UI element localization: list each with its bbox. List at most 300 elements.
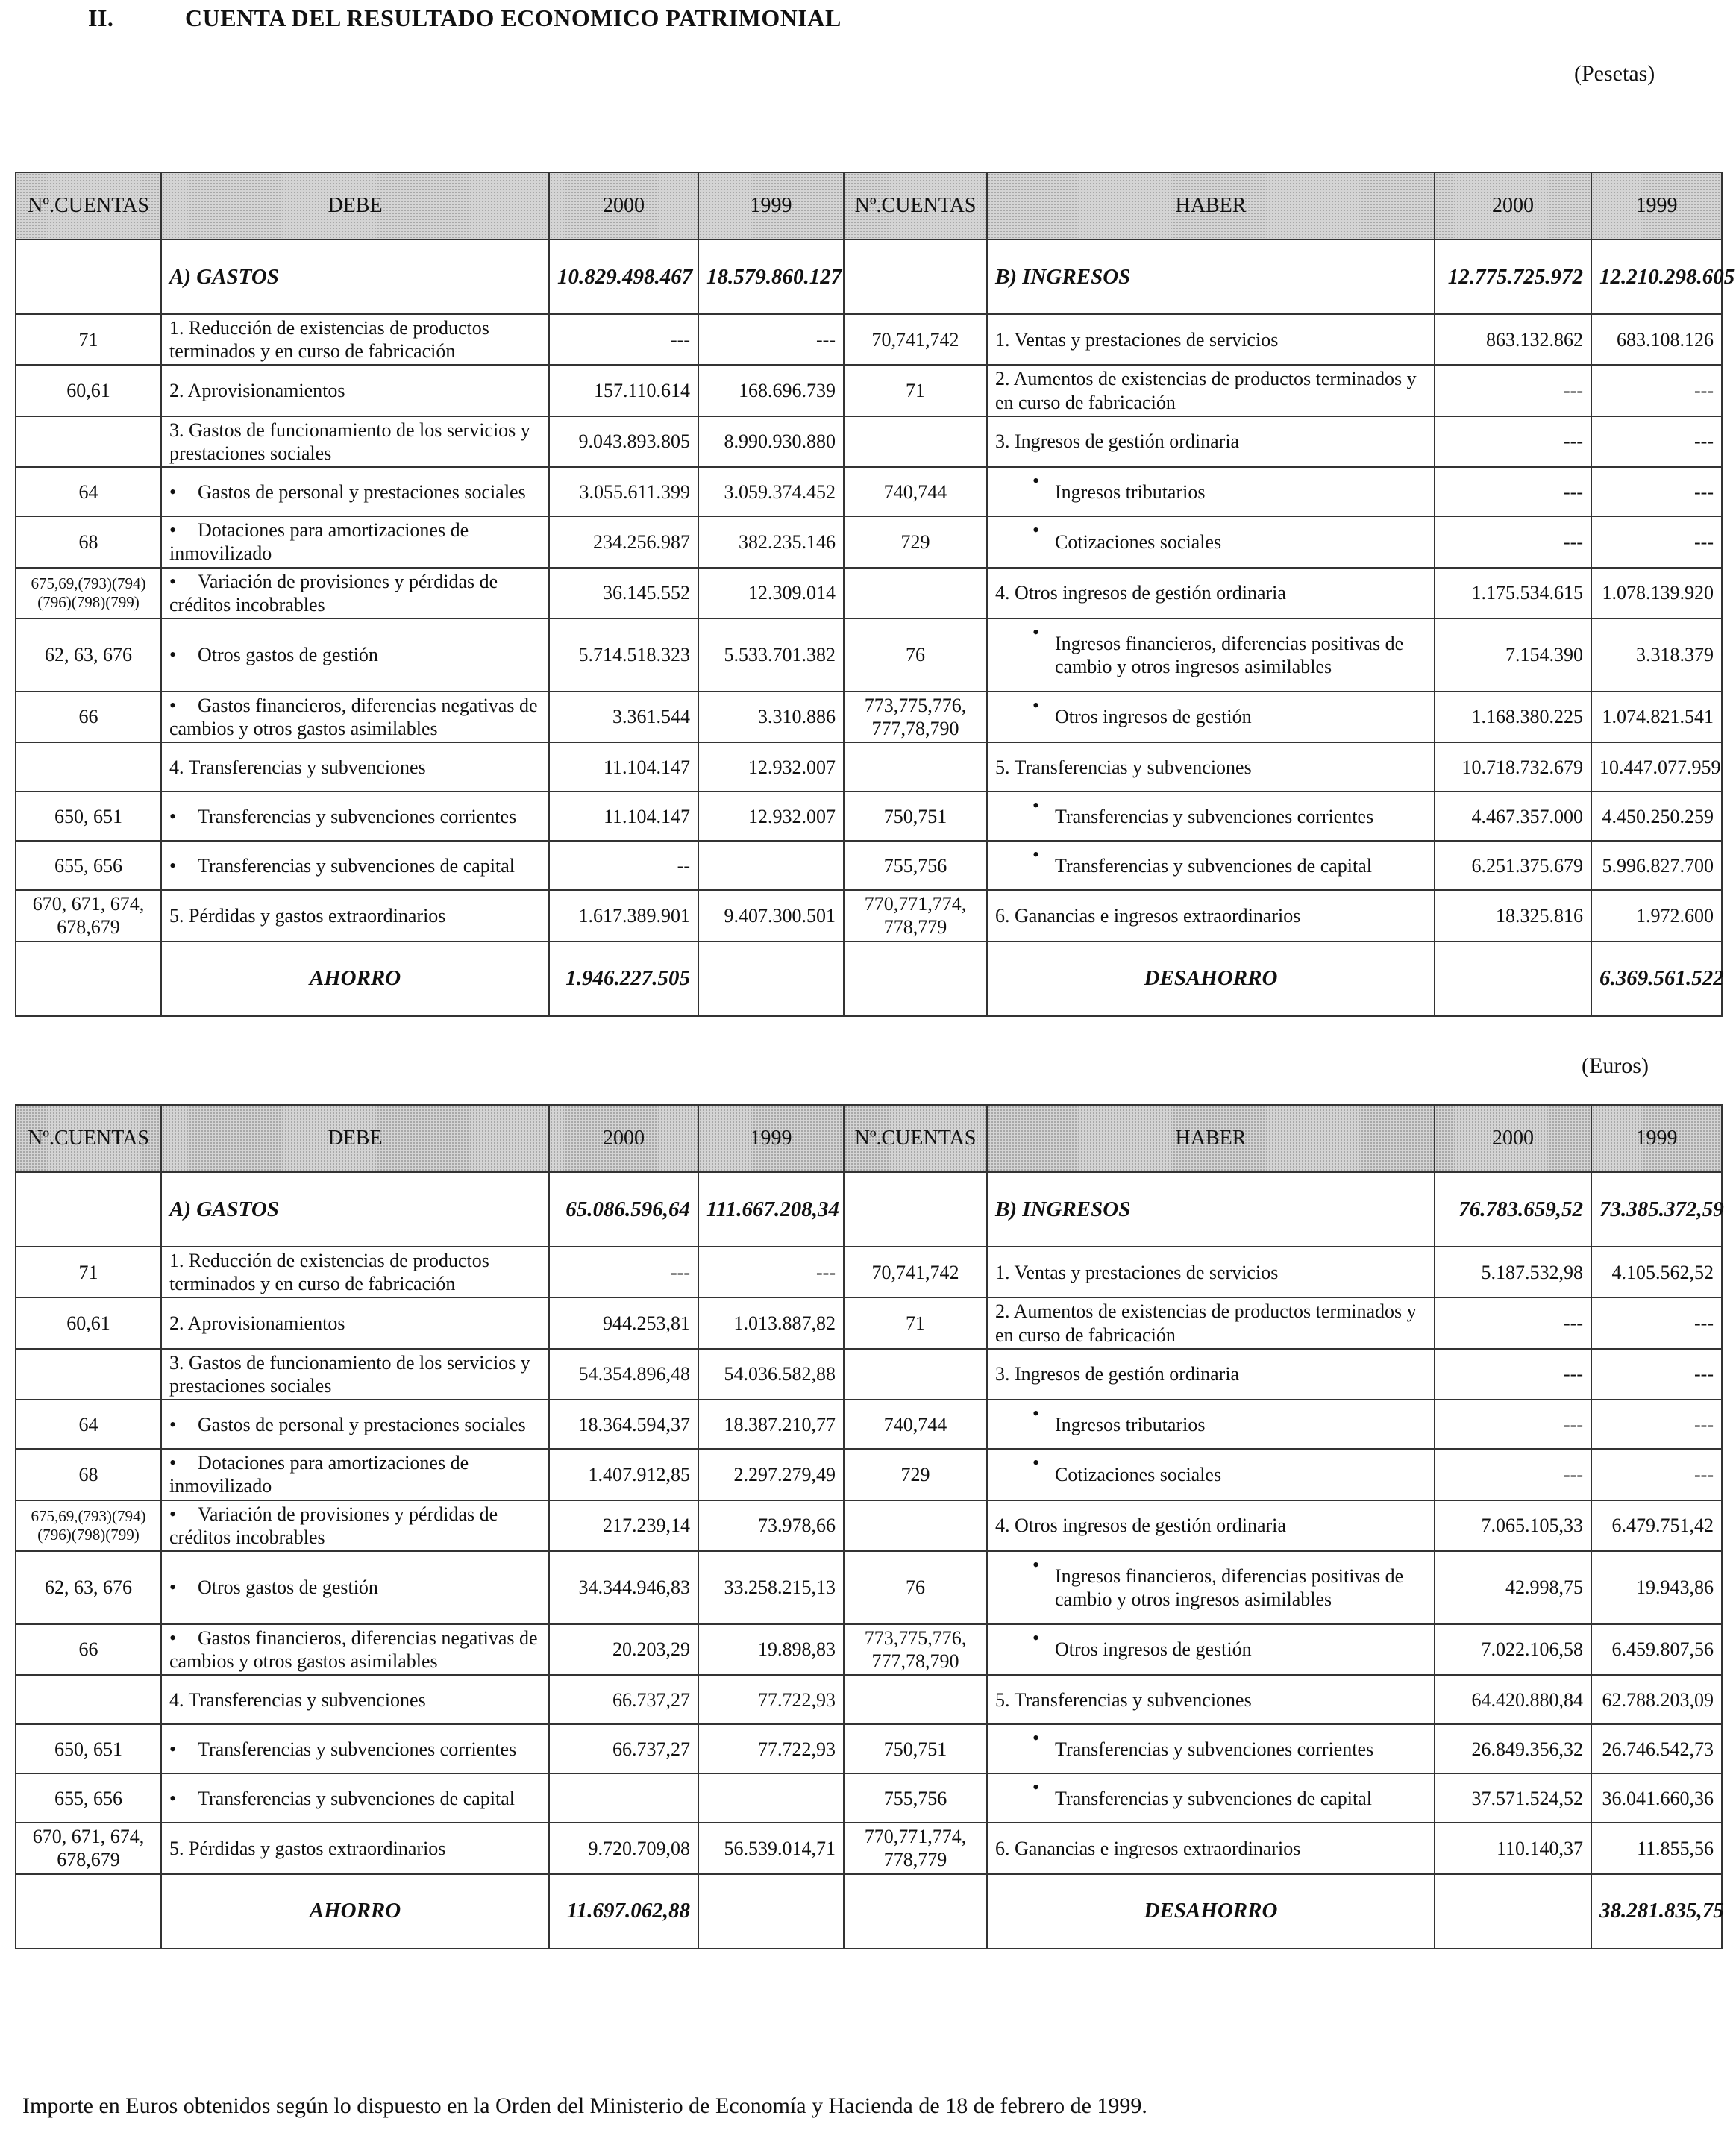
desahorro-2000: [1435, 1874, 1591, 1949]
item-label: Otros gastos de gestión: [198, 644, 378, 666]
account-cell: [844, 1349, 987, 1400]
ahorro-label: AHORRO: [161, 942, 549, 1016]
account-cell: 770,771,774, 778,779: [844, 890, 987, 941]
value-2000: 9.720.709,08: [549, 1823, 698, 1873]
account-cell: 64: [16, 467, 161, 516]
gastos-2000: 10.829.498.467: [549, 239, 698, 314]
value-2000: 3.361.544: [549, 692, 698, 742]
bullet-icon: •: [1032, 1452, 1040, 1474]
account-cell: [16, 416, 161, 467]
debe-concept: [161, 516, 549, 567]
haber-concept: [987, 742, 1435, 792]
desahorro-label: DESAHORRO: [987, 942, 1435, 1016]
debe-concept: [161, 314, 549, 365]
account-cell: 68: [16, 1449, 161, 1500]
value-2000: 11.104.147: [549, 742, 698, 792]
value-2000: 66.737,27: [549, 1675, 698, 1724]
footnote: Importe en Euros obtenidos según lo dispuesto en la Orden del Ministerio de Economía y Hacienda de 18 de febrero de 1999.: [22, 2093, 1147, 2118]
value-1999: 6.479.751,42: [1591, 1500, 1722, 1551]
account-cell: 71: [16, 314, 161, 365]
value-1999: 9.407.300.501: [698, 890, 844, 941]
account-cell: [16, 742, 161, 792]
value-2000: 42.998,75: [1435, 1551, 1591, 1624]
table-row: [16, 1624, 1722, 1675]
item-label: Ganancias e ingresos extraordinarios: [1015, 1837, 1301, 1859]
value-1999: 26.746.542,73: [1591, 1724, 1722, 1773]
gastos-1999: 18.579.860.127: [698, 239, 844, 314]
value-2000: ---: [549, 314, 698, 365]
item-label: Ingresos de gestión ordinaria: [1015, 430, 1240, 453]
table-row: [16, 1500, 1722, 1551]
value-1999: ---: [1591, 1449, 1722, 1500]
haber-concept: [987, 516, 1435, 567]
value-1999: 6.459.807,56: [1591, 1624, 1722, 1675]
value-1999: 36.041.660,36: [1591, 1773, 1722, 1823]
debe-concept: [161, 1247, 549, 1297]
item-label: Transferencias y subvenciones: [1014, 1688, 1252, 1711]
ahorro-2000: 11.697.062,88: [549, 1874, 698, 1949]
totals-row: [16, 1172, 1722, 1247]
value-2000: 7.065.105,33: [1435, 1500, 1591, 1551]
empty-cell: [16, 1172, 161, 1247]
item-number: 1.: [169, 1250, 184, 1271]
value-1999: 3.059.374.452: [698, 467, 844, 516]
account-cell: 773,775,776, 777,78,790: [844, 692, 987, 742]
haber-concept: [987, 618, 1435, 692]
debe-concept: [161, 1449, 549, 1500]
item-label: Gastos de funcionamiento de los servicios y prestaciones sociales: [169, 1351, 530, 1397]
debe-concept: [161, 1724, 549, 1773]
accounts-header-2: Nº.CUENTAS: [844, 1105, 987, 1172]
account-cell: 750,751: [844, 792, 987, 841]
table-row: [16, 314, 1722, 365]
ingresos-1999: 12.210.298.605: [1591, 239, 1722, 314]
value-2000: 863.132.862: [1435, 314, 1591, 365]
value-1999: ---: [1591, 1349, 1722, 1400]
item-label: Ventas y prestaciones de servicios: [1014, 328, 1279, 351]
item-number: 4.: [995, 582, 1010, 604]
item-number: 3.: [995, 1363, 1010, 1385]
account-cell: 755,756: [844, 1773, 987, 1823]
haber-concept: [987, 1823, 1435, 1873]
page-title: [88, 4, 842, 32]
value-2000: [549, 1773, 698, 1823]
account-cell: 71: [844, 1297, 987, 1348]
desahorro-label: DESAHORRO: [987, 1874, 1435, 1949]
value-2000: 944.253,81: [549, 1297, 698, 1348]
debe-concept: [161, 1400, 549, 1449]
account-cell: [844, 568, 987, 618]
item-number: 3.: [169, 1351, 184, 1374]
account-cell: [16, 1675, 161, 1724]
table-row: [16, 841, 1722, 890]
account-cell: 750,751: [844, 1724, 987, 1773]
table-row: [16, 1724, 1722, 1773]
item-label: Aumentos de existencias de productos terminados y en curso de fabricación: [995, 1300, 1417, 1346]
table-row: [16, 618, 1722, 692]
bullet-icon: •: [1032, 1553, 1040, 1576]
value-1999: 56.539.014,71: [698, 1823, 844, 1873]
account-cell: 675,69,(793)(794) (796)(798)(799): [16, 1500, 161, 1551]
item-label: Cotizaciones sociales: [1055, 1463, 1222, 1485]
value-2000: 7.154.390: [1435, 618, 1591, 692]
item-label: Transferencias y subvenciones corrientes: [1055, 805, 1374, 827]
ingresos-2000: 12.775.725.972: [1435, 239, 1591, 314]
value-1999: 4.450.250.259: [1591, 792, 1722, 841]
item-label: Otros ingresos de gestión: [1055, 706, 1252, 728]
year-1999-header: 1999: [698, 172, 844, 239]
haber-header: HABER: [987, 1105, 1435, 1172]
bullet-icon: •: [1032, 1776, 1040, 1799]
item-label: Transferencias y subvenciones de capital: [198, 1787, 516, 1809]
account-cell: 60,61: [16, 365, 161, 416]
account-cell: 66: [16, 692, 161, 742]
value-2000: 66.737,27: [549, 1724, 698, 1773]
value-2000: 217.239,14: [549, 1500, 698, 1551]
value-1999: ---: [1591, 467, 1722, 516]
account-cell: 740,744: [844, 1400, 987, 1449]
bullet-icon: •: [1032, 694, 1040, 716]
item-label: Gastos financieros, diferencias negativas de cambios y otros gastos asimilables: [169, 1626, 538, 1673]
value-2000: 157.110.614: [549, 365, 698, 416]
item-number: 1.: [995, 328, 1010, 351]
ingresos-2000: 76.783.659,52: [1435, 1172, 1591, 1247]
bullet-icon: •: [1032, 621, 1040, 643]
value-2000: 20.203,29: [549, 1624, 698, 1675]
header-row: [16, 172, 1722, 239]
table-row: [16, 742, 1722, 792]
item-label: Variación de provisiones y pérdidas de créditos incobrables: [169, 570, 498, 616]
value-1999: ---: [698, 1247, 844, 1297]
bullet-icon: •: [1032, 1403, 1040, 1425]
item-label: Ingresos tributarios: [1055, 1413, 1206, 1435]
value-2000: ---: [1435, 1297, 1591, 1348]
table-row: [16, 467, 1722, 516]
value-1999: 62.788.203,09: [1591, 1675, 1722, 1724]
account-cell: 755,756: [844, 841, 987, 890]
value-1999: 12.932.007: [698, 792, 844, 841]
account-cell: 770,771,774, 778,779: [844, 1823, 987, 1873]
value-1999: ---: [1591, 416, 1722, 467]
item-number: 5.: [169, 904, 184, 927]
account-cell: 670, 671, 674, 678,679: [16, 1823, 161, 1873]
item-label: Dotaciones para amortizaciones de inmovilizado: [169, 519, 469, 565]
bullet-icon: •: [169, 1576, 177, 1599]
item-label: Transferencias y subvenciones: [1014, 756, 1252, 778]
bullet-icon: •: [1032, 1626, 1040, 1649]
accounts-header: Nº.CUENTAS: [16, 172, 161, 239]
empty-cell: [844, 1874, 987, 1949]
value-1999: 8.990.930.880: [698, 416, 844, 467]
debe-concept: [161, 1675, 549, 1724]
value-1999: 1.013.887,82: [698, 1297, 844, 1348]
debe-concept: [161, 1823, 549, 1873]
value-2000: 5.187.532,98: [1435, 1247, 1591, 1297]
bullet-icon: •: [169, 570, 177, 592]
item-label: Ingresos financieros, diferencias positivas de cambio y otros ingresos asimilables: [1055, 632, 1404, 677]
item-number: 1.: [169, 317, 184, 339]
item-label: Gastos de personal y prestaciones sociales: [198, 1413, 526, 1435]
value-1999: [698, 1773, 844, 1823]
table-row: [16, 516, 1722, 567]
value-2000: 54.354.896,48: [549, 1349, 698, 1400]
account-cell: 76: [844, 1551, 987, 1624]
item-label: Reducción de existencias de productos terminados y en curso de fabricación: [169, 317, 489, 363]
table-row: [16, 1400, 1722, 1449]
value-2000: --: [549, 841, 698, 890]
bullet-icon: •: [169, 1626, 177, 1649]
value-2000: 18.364.594,37: [549, 1400, 698, 1449]
value-1999: 73.978,66: [698, 1500, 844, 1551]
value-2000: 18.325.816: [1435, 890, 1591, 941]
gastos-2000: 65.086.596,64: [549, 1172, 698, 1247]
item-label: Transferencias y subvenciones de capital: [1055, 854, 1373, 877]
item-label: Gastos financieros, diferencias negativas de cambios y otros gastos asimilables: [169, 694, 538, 740]
item-label: Pérdidas y gastos extraordinarios: [189, 1837, 446, 1859]
account-cell: 76: [844, 618, 987, 692]
bullet-icon: •: [1032, 470, 1040, 492]
value-2000: 34.344.946,83: [549, 1551, 698, 1624]
item-number: 5.: [169, 1837, 184, 1859]
account-cell: 729: [844, 1449, 987, 1500]
empty-cell: [16, 239, 161, 314]
item-number: 4.: [169, 1688, 184, 1711]
account-cell: 66: [16, 1624, 161, 1675]
table-row: [16, 792, 1722, 841]
haber-concept: [987, 1349, 1435, 1400]
value-2000: 6.251.375.679: [1435, 841, 1591, 890]
value-2000: 36.145.552: [549, 568, 698, 618]
ahorro-1999: [698, 942, 844, 1016]
item-number: 6.: [995, 1837, 1010, 1859]
account-cell: [844, 416, 987, 467]
item-label: Transferencias y subvenciones de capital: [1055, 1787, 1373, 1809]
value-2000: 7.022.106,58: [1435, 1624, 1591, 1675]
unit-label-pesetas: (Pesetas): [1574, 61, 1655, 86]
bullet-icon: •: [1032, 519, 1040, 542]
haber-concept: [987, 1247, 1435, 1297]
value-1999: 33.258.215,13: [698, 1551, 844, 1624]
item-number: 5.: [995, 756, 1010, 778]
account-cell: 71: [844, 365, 987, 416]
value-1999: 4.105.562,52: [1591, 1247, 1722, 1297]
debe-concept: [161, 1297, 549, 1348]
value-1999: 168.696.739: [698, 365, 844, 416]
table-row: [16, 1823, 1722, 1873]
haber-concept: [987, 692, 1435, 742]
item-label: Pérdidas y gastos extraordinarios: [189, 904, 446, 927]
value-2000: 37.571.524,52: [1435, 1773, 1591, 1823]
item-label: Aumentos de existencias de productos terminados y en curso de fabricación: [995, 368, 1417, 413]
item-label: Gastos de funcionamiento de los servicios y prestaciones sociales: [169, 419, 530, 464]
gastos-label: A) GASTOS: [161, 1172, 549, 1247]
desahorro-1999: 38.281.835,75: [1591, 1874, 1722, 1949]
bullet-icon: •: [169, 644, 177, 666]
account-cell: 62, 63, 676: [16, 1551, 161, 1624]
empty-cell: [16, 942, 161, 1016]
value-1999: ---: [1591, 1297, 1722, 1348]
item-label: Transferencias y subvenciones corrientes: [198, 805, 517, 827]
value-1999: 382.235.146: [698, 516, 844, 567]
account-cell: 650, 651: [16, 1724, 161, 1773]
value-1999: 77.722,93: [698, 1675, 844, 1724]
bullet-icon: •: [169, 1503, 177, 1525]
haber-concept: [987, 416, 1435, 467]
account-cell: 68: [16, 516, 161, 567]
bullet-icon: •: [169, 805, 177, 827]
debe-concept: [161, 1349, 549, 1400]
value-2000: ---: [1435, 1400, 1591, 1449]
ingresos-1999: 73.385.372,59: [1591, 1172, 1722, 1247]
item-label: Ingresos de gestión ordinaria: [1015, 1363, 1240, 1385]
value-1999: 54.036.582,88: [698, 1349, 844, 1400]
ingresos-label: B) INGRESOS: [987, 239, 1435, 314]
item-label: Reducción de existencias de productos terminados y en curso de fabricación: [169, 1250, 489, 1295]
empty-cell: [844, 942, 987, 1016]
header-row: [16, 1105, 1722, 1172]
table-row: [16, 416, 1722, 467]
value-2000: 4.467.357.000: [1435, 792, 1591, 841]
value-2000: 3.055.611.399: [549, 467, 698, 516]
value-1999: ---: [1591, 365, 1722, 416]
value-1999: 19.943,86: [1591, 1551, 1722, 1624]
bullet-icon: •: [1032, 795, 1040, 817]
haber-concept: [987, 1400, 1435, 1449]
item-label: Ingresos financieros, diferencias positivas de cambio y otros ingresos asimilables: [1055, 1565, 1404, 1610]
table-row: [16, 1773, 1722, 1823]
table-row: [16, 1297, 1722, 1348]
haber-concept: [987, 568, 1435, 618]
account-cell: 70,741,742: [844, 314, 987, 365]
item-label: Otros gastos de gestión: [198, 1576, 378, 1599]
gastos-label: A) GASTOS: [161, 239, 549, 314]
item-label: Cotizaciones sociales: [1055, 530, 1222, 553]
haber-concept: [987, 314, 1435, 365]
account-cell: [844, 1500, 987, 1551]
item-number: 2.: [995, 1300, 1010, 1323]
value-1999: 12.309.014: [698, 568, 844, 618]
item-label: Ganancias e ingresos extraordinarios: [1015, 904, 1301, 927]
debe-concept: [161, 742, 549, 792]
value-1999: 1.972.600: [1591, 890, 1722, 941]
ahorro-2000: 1.946.227.505: [549, 942, 698, 1016]
item-label: Otros ingresos de gestión: [1055, 1638, 1252, 1661]
item-number: 3.: [995, 430, 1010, 453]
item-label: Transferencias y subvenciones de capital: [198, 854, 516, 877]
ahorro-1999: [698, 1874, 844, 1949]
value-2000: ---: [1435, 1349, 1591, 1400]
item-label: Dotaciones para amortizaciones de inmovilizado: [169, 1452, 469, 1497]
debe-concept: [161, 692, 549, 742]
debe-concept: [161, 792, 549, 841]
account-cell: 655, 656: [16, 841, 161, 890]
ahorro-label: AHORRO: [161, 1874, 549, 1949]
account-cell: 740,744: [844, 467, 987, 516]
account-cell: 70,741,742: [844, 1247, 987, 1297]
value-1999: 683.108.126: [1591, 314, 1722, 365]
value-2000: 1.617.389.901: [549, 890, 698, 941]
debe-concept: [161, 618, 549, 692]
item-label: Transferencias y subvenciones: [188, 756, 426, 778]
bullet-icon: •: [1032, 1727, 1040, 1750]
table-row: [16, 1349, 1722, 1400]
item-label: Aprovisionamientos: [187, 379, 345, 401]
table-row: [16, 1247, 1722, 1297]
value-1999: 2.297.279,49: [698, 1449, 844, 1500]
account-cell: [844, 742, 987, 792]
debe-concept: [161, 1551, 549, 1624]
value-2000: ---: [1435, 516, 1591, 567]
empty-cell: [16, 1874, 161, 1949]
haber-concept: [987, 1551, 1435, 1624]
value-1999: 5.533.701.382: [698, 618, 844, 692]
value-1999: 19.898,83: [698, 1624, 844, 1675]
unit-label-euros: (Euros): [1582, 1053, 1649, 1078]
item-label: Variación de provisiones y pérdidas de créditos incobrables: [169, 1503, 498, 1548]
section-number: II.: [88, 4, 114, 31]
value-2000: 1.175.534.615: [1435, 568, 1591, 618]
account-cell: 655, 656: [16, 1773, 161, 1823]
result-row: [16, 1874, 1722, 1949]
account-cell: 729: [844, 516, 987, 567]
debe-header: DEBE: [161, 1105, 549, 1172]
year-2000-header: 2000: [549, 1105, 698, 1172]
haber-concept: [987, 1773, 1435, 1823]
year-1999-header-2: 1999: [1591, 172, 1722, 239]
value-1999: ---: [1591, 516, 1722, 567]
haber-concept: [987, 1675, 1435, 1724]
debe-concept: [161, 467, 549, 516]
year-2000-header-2: 2000: [1435, 1105, 1591, 1172]
haber-concept: [987, 365, 1435, 416]
value-1999: 3.310.886: [698, 692, 844, 742]
value-1999: 1.074.821.541: [1591, 692, 1722, 742]
value-2000: 1.407.912,85: [549, 1449, 698, 1500]
title-text: CUENTA DEL RESULTADO ECONOMICO PATRIMONIAL: [185, 4, 842, 31]
item-number: 2.: [169, 379, 184, 401]
year-1999-header: 1999: [698, 1105, 844, 1172]
item-number: 4.: [995, 1515, 1010, 1537]
gastos-1999: 111.667.208,34: [698, 1172, 844, 1247]
value-1999: 77.722,93: [698, 1724, 844, 1773]
item-number: 2.: [169, 1312, 184, 1334]
bullet-icon: •: [169, 854, 177, 877]
debe-header: DEBE: [161, 172, 549, 239]
item-number: 4.: [169, 756, 184, 778]
account-cell: [16, 1349, 161, 1400]
haber-concept: [987, 1500, 1435, 1551]
debe-concept: [161, 1500, 549, 1551]
value-2000: 26.849.356,32: [1435, 1724, 1591, 1773]
debe-concept: [161, 1773, 549, 1823]
bullet-icon: •: [169, 694, 177, 716]
item-number: 5.: [995, 1688, 1010, 1711]
value-1999: ---: [1591, 1400, 1722, 1449]
item-number: 2.: [995, 368, 1010, 390]
year-1999-header-2: 1999: [1591, 1105, 1722, 1172]
item-label: Aprovisionamientos: [187, 1312, 345, 1334]
item-label: Ventas y prestaciones de servicios: [1014, 1261, 1279, 1283]
pesetas-table: [15, 172, 1735, 1017]
item-label: Gastos de personal y prestaciones sociales: [198, 480, 526, 503]
debe-concept: [161, 568, 549, 618]
table-row: [16, 365, 1722, 416]
bullet-icon: •: [169, 1787, 177, 1809]
bullet-icon: •: [169, 1738, 177, 1760]
value-1999: 18.387.210,77: [698, 1400, 844, 1449]
account-cell: 670, 671, 674, 678,679: [16, 890, 161, 941]
bullet-icon: •: [169, 1413, 177, 1435]
